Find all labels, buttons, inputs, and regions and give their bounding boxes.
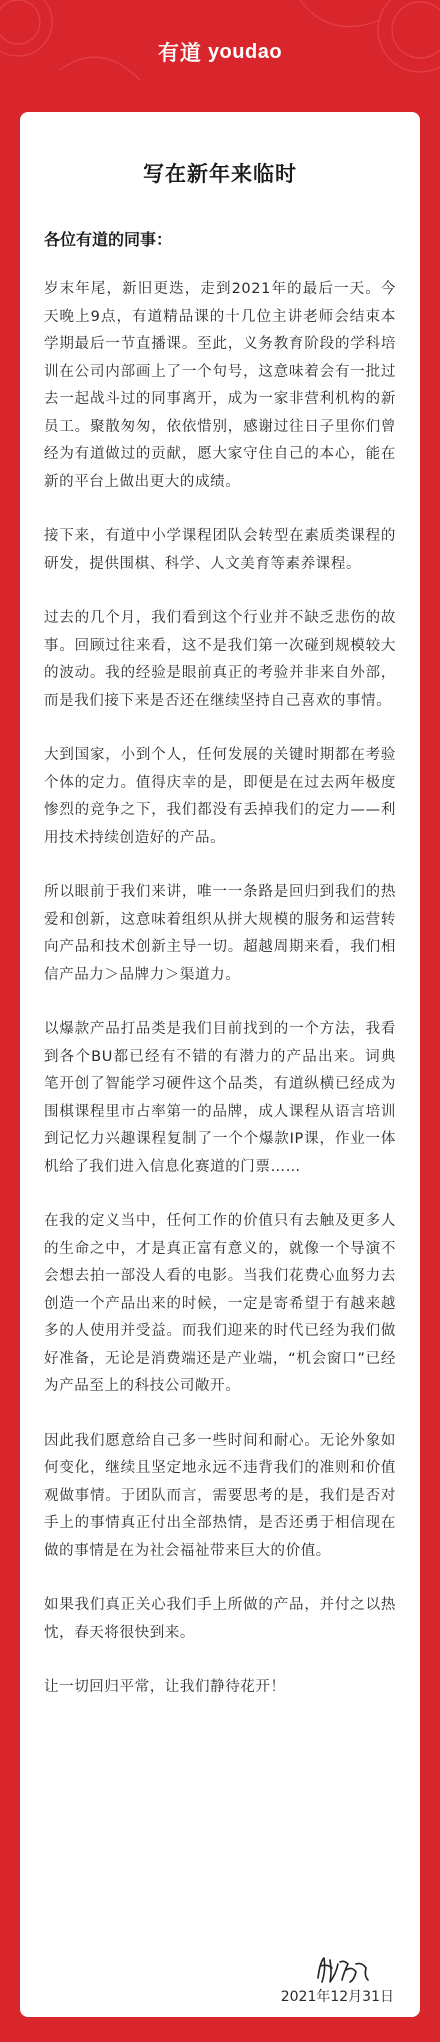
paragraph: 大到国家，小到个人，任何发展的关键时期都在考验个体的定力。值得庆幸的是，即便是在过去两年极度惨烈的竞争之下，我们都没有丢掉我们的定力——利用技术持续创造好的产品。 bbox=[44, 747, 396, 846]
header bbox=[0, 0, 440, 112]
letter-salutation: 各位有道的同事： bbox=[44, 230, 173, 249]
handwritten-signature bbox=[314, 1952, 374, 1986]
letter-title: 写在新年来临时 bbox=[143, 162, 297, 186]
paragraph: 如果我们真正关心我们手上所做的产品，并付之以热忱，春天将很快到来。 bbox=[44, 1597, 396, 1641]
logo-chinese-text: 有道 bbox=[157, 41, 202, 65]
letter-date: 2021年12月31日 bbox=[280, 1989, 394, 2005]
paragraph: 让一切回归平常，让我们静待花开！ bbox=[44, 1679, 286, 1695]
paragraph: 以爆款产品打品类是我们目前找到的一个方法，我看到各个BU都已经有不错的有潜力的产品出来。词典笔开创了智能学习硬件这个品类，有道纵横已经成为围棋课程里市占率第一的品牌，成人课程从语言培训到记忆力兴趣课程复制了一个个爆款IP课，作业一体机给了我们进入信息化赛道的门票…… bbox=[44, 1021, 396, 1175]
youdao-logo bbox=[158, 37, 282, 67]
paragraph: 因此我们愿意给自己多一些时间和耐心。无论外象如何变化，继续且坚定地永远不违背我们的准则和价值观做事情。于团队而言，需要思考的是，我们是否对手上的事情真正付出全部热情，是否还勇于相信现在做的事情是在为社会福祉带来巨大的价值。 bbox=[44, 1432, 396, 1559]
paragraph: 接下来，有道中小学课程团队会转型在素质类课程的研发，提供围棋、科学、人文美育等素养课程。 bbox=[44, 528, 396, 572]
paragraph: 过去的几个月，我们看到这个行业并不缺乏悲伤的故事。回顾过往来看，这不是我们第一次碰到规模较大的波动。我的经验是眼前真正的考验并非来自外部，而是我们接下来是否还在继续坚持自己喜欢的事情。 bbox=[44, 610, 396, 709]
letter-card bbox=[20, 112, 420, 2017]
signature-block bbox=[274, 1952, 394, 2012]
logo-english-text: youdao bbox=[207, 40, 283, 63]
paragraph: 所以眼前于我们来讲，唯一一条路是回归到我们的热爱和创新，这意味着组织从拼大规模的服务和运营转向产品和技术创新主导一切。超越周期来看，我们相信产品力＞品牌力＞渠道力。 bbox=[44, 884, 396, 983]
paragraph: 在我的定义当中，任何工作的价值只有去触及更多人的生命之中，才是真正富有意义的，就像一个导演不会想去拍一部没人看的电影。当我们花费心血努力去创造一个产品出来的时候，一定是寄希望于有越来越多的人使用并受益。而我们迎来的时代已经为我们做好准备，无论是消费端还是产业端，“机会窗口”已经为产品至上的科技公司敞开。 bbox=[44, 1213, 396, 1394]
paragraph: 岁末年尾，新旧更迭，走到2021年的最后一天。今天晚上9点，有道精品课的十几位主讲老师会结束本学期最后一节直播课。至此，义务教育阶段的学科培训在公司内部画上了一个句号，这意味着会有一批过去一起战斗过的同事离开，成为一家非营利机构的新员工。聚散匆匆，依依惜别，感谢过往日子里你们曾经为有道做过的贡献，愿大家守住自己的本心，能在新的平台上做出更大的成绩。 bbox=[44, 281, 396, 490]
